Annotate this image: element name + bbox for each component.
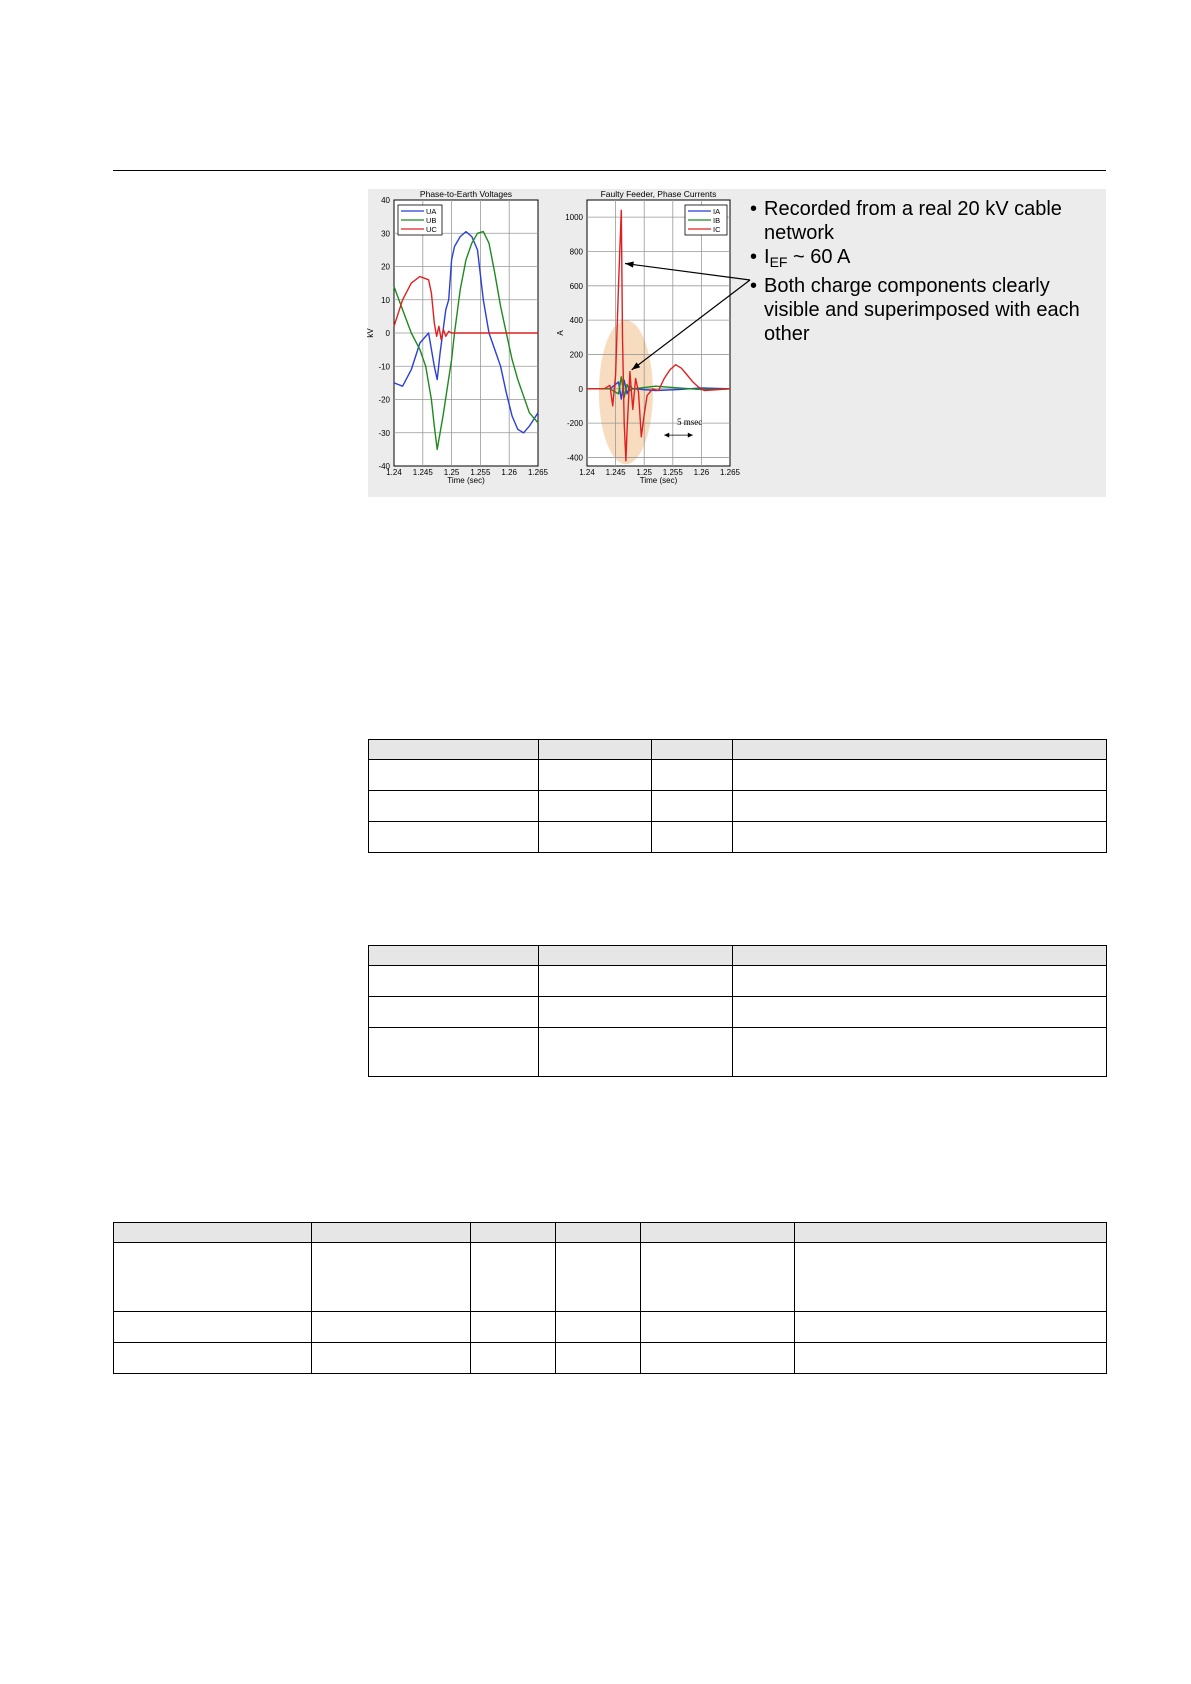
table-header-cell — [733, 740, 1107, 760]
table-cell — [641, 1243, 795, 1312]
y-axis-label: A — [556, 330, 565, 336]
table-header-cell — [539, 740, 652, 760]
x-axis-label: Time (sec) — [447, 476, 485, 485]
table-header-cell — [471, 1223, 556, 1243]
table-3 — [113, 1222, 1107, 1374]
table-cell — [539, 791, 652, 822]
table-header-cell — [641, 1223, 795, 1243]
x-tick-label: 1.255 — [470, 468, 491, 477]
x-tick-label: 1.24 — [386, 468, 402, 477]
table-2 — [368, 945, 1107, 1077]
legend-label: UC — [426, 225, 437, 234]
table-cell — [312, 1343, 471, 1374]
x-tick-label: 1.245 — [412, 468, 433, 477]
chart-title: Phase-to-Earth Voltages — [419, 189, 513, 199]
table-cell — [556, 1343, 641, 1374]
table-header-cell — [733, 946, 1107, 966]
y-tick-label: 1000 — [565, 213, 583, 223]
x-tick-label: 1.25 — [636, 468, 652, 477]
x-tick-label: 1.245 — [605, 468, 626, 477]
table-header-cell — [369, 946, 539, 966]
legend-label: IB — [713, 216, 721, 225]
table-cell — [795, 1343, 1107, 1374]
x-tick-label: 1.26 — [501, 468, 517, 477]
table-cell — [733, 966, 1107, 997]
y-tick-label: -20 — [378, 395, 390, 405]
table-row — [369, 791, 1107, 822]
table-row — [114, 1312, 1107, 1343]
y-tick-label: 30 — [381, 229, 390, 239]
table-cell — [733, 791, 1107, 822]
table-cell — [652, 760, 733, 791]
table-row — [369, 1028, 1107, 1077]
figure-bullets — [750, 197, 1100, 346]
table-cell — [114, 1243, 312, 1312]
table-cell — [114, 1343, 312, 1374]
y-tick-label: 400 — [569, 316, 583, 326]
x-tick-label: 1.265 — [527, 468, 549, 477]
y-tick-label: 0 — [385, 329, 390, 338]
table-cell — [795, 1243, 1107, 1312]
y-axis-label: kV — [366, 328, 375, 338]
table-row — [369, 966, 1107, 997]
y-tick-label: 600 — [569, 281, 583, 291]
table-header-cell — [556, 1223, 641, 1243]
header-rule — [113, 170, 1106, 171]
table-cell — [471, 1343, 556, 1374]
table-cell — [733, 822, 1107, 853]
table-cell — [556, 1312, 641, 1343]
bullet-recorded: • Recorded from a real 20 kV cable network — [750, 197, 1100, 245]
chart-title: Faulty Feeder, Phase Currents — [600, 189, 717, 199]
table-header-cell — [795, 1223, 1107, 1243]
table-cell — [795, 1312, 1107, 1343]
annotation-label: 5 msec — [677, 417, 703, 428]
table-cell — [471, 1243, 556, 1312]
table-cell — [652, 791, 733, 822]
table-cell — [369, 791, 539, 822]
table-row — [114, 1243, 1107, 1312]
waveform-figure — [368, 189, 1106, 497]
y-tick-label: 0 — [578, 384, 583, 394]
table-cell — [539, 822, 652, 853]
table-cell — [556, 1243, 641, 1312]
table-header-row — [369, 740, 1107, 760]
table-cell — [114, 1312, 312, 1343]
table-cell — [369, 822, 539, 853]
table-cell — [369, 1028, 539, 1077]
table-cell — [641, 1312, 795, 1343]
x-tick-label: 1.26 — [693, 468, 710, 477]
table-cell — [733, 760, 1107, 791]
y-tick-label: -40 — [378, 462, 390, 471]
table-cell — [652, 822, 733, 853]
table-header-cell — [539, 946, 733, 966]
y-tick-label: 40 — [381, 196, 390, 205]
y-tick-label: -30 — [378, 428, 390, 438]
x-tick-label: 1.255 — [662, 468, 683, 477]
table-cell — [312, 1312, 471, 1343]
y-tick-label: -200 — [566, 419, 583, 429]
legend-label: IC — [713, 225, 721, 234]
table-cell — [733, 997, 1107, 1028]
table-cell — [471, 1312, 556, 1343]
y-tick-label: -10 — [378, 362, 390, 372]
table-cell — [369, 997, 539, 1028]
table-cell — [539, 760, 652, 791]
table-header-cell — [312, 1223, 471, 1243]
table-cell — [539, 997, 733, 1028]
table-row — [114, 1343, 1107, 1374]
x-tick-label: 1.25 — [443, 468, 460, 477]
y-tick-label: 800 — [569, 247, 583, 257]
table-cell — [369, 966, 539, 997]
x-axis-label: Time (sec) — [639, 476, 678, 485]
table-header-cell — [652, 740, 733, 760]
table-header-cell — [369, 740, 539, 760]
legend-label: UA — [426, 207, 437, 216]
legend-label: IA — [713, 207, 721, 216]
table-cell — [369, 760, 539, 791]
y-tick-label: 200 — [569, 350, 583, 360]
table-cell — [312, 1243, 471, 1312]
legend-label: UB — [426, 216, 437, 225]
table-row — [369, 997, 1107, 1028]
table-cell — [733, 1028, 1107, 1077]
table-header-cell — [114, 1223, 312, 1243]
table-header-row — [114, 1223, 1107, 1243]
table-row — [369, 822, 1107, 853]
table-1 — [368, 739, 1107, 853]
bullet-ief: • $I_{EF}$ ~ 60 A — [750, 245, 1100, 274]
bullet-charge-components: • Both charge components clearly visible and superimposed with each other — [750, 274, 1100, 346]
y-tick-label: 20 — [381, 262, 390, 272]
x-tick-label: 1.24 — [579, 468, 595, 477]
table-row — [369, 760, 1107, 791]
table-header-row — [369, 946, 1107, 966]
table-cell — [539, 966, 733, 997]
y-tick-label: -400 — [566, 453, 583, 463]
table-cell — [539, 1028, 733, 1077]
x-tick-label: 1.265 — [719, 468, 741, 477]
table-cell — [641, 1343, 795, 1374]
y-tick-label: 10 — [381, 295, 390, 305]
